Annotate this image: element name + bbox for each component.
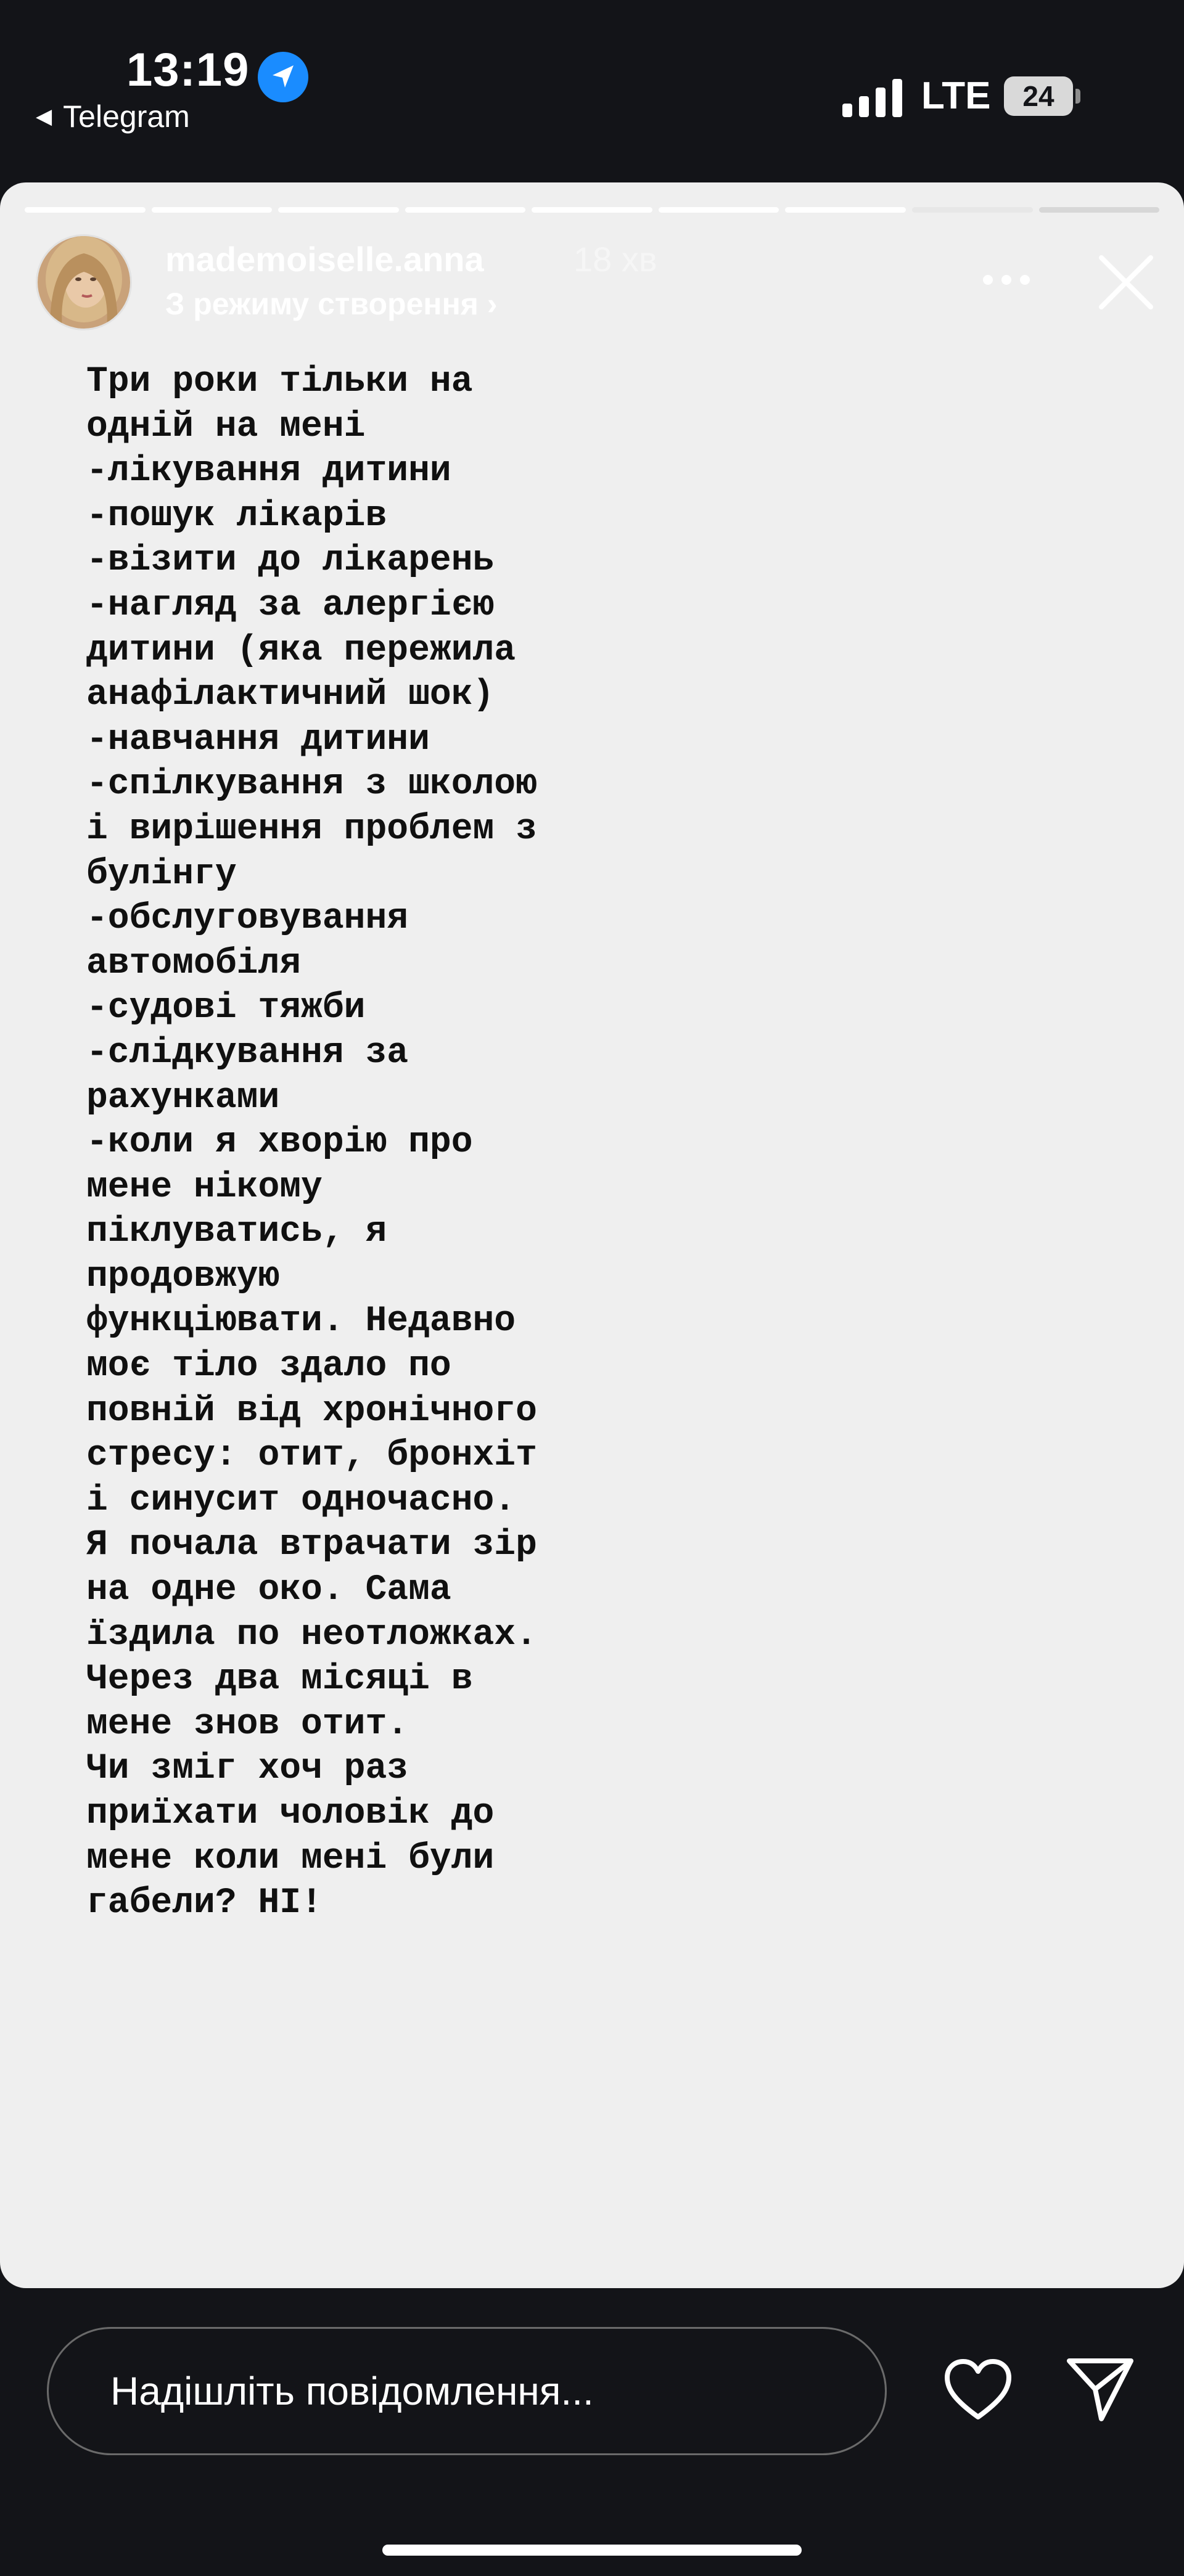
progress-segment [785,207,906,213]
story-username[interactable]: mademoiselle.anna [165,240,484,279]
story-card[interactable] [0,182,1184,2288]
chevron-right-icon: › [487,287,498,321]
progress-segment [912,207,1033,213]
progress-segment [278,207,399,213]
status-bar [0,0,1184,179]
close-icon[interactable] [1095,251,1157,313]
story-text-line: приїхати чоловік до [86,1794,495,1834]
battery-level: 24 [1004,76,1073,116]
story-text-line: дитини (яка пережила [86,630,516,671]
story-mode-label: З режиму створення [165,287,479,321]
story-text-line: стресу: отит, бронхіт [86,1436,537,1476]
story-text-line: -лікування дитини [86,451,451,492]
story-text-line: функціювати. Недавно [86,1301,516,1342]
avatar-image [38,236,130,329]
story-text-line: -обслуговування [86,899,409,939]
story-text-line: одній на мені [86,406,366,447]
story-text-line: габели? НІ! [86,1883,323,1924]
message-placeholder: Надішліть повідомлення... [110,2369,594,2413]
story-text-line: мене нікому [86,1167,323,1208]
story-text-line: їздила по неотложках. [86,1614,537,1655]
story-text-line: рахунками [86,1077,280,1118]
story-text-line: мене знов отит. [86,1704,409,1744]
back-app-label: Telegram [63,99,190,134]
story-text-line: повній від хронічного [86,1391,537,1431]
story-text-line: -візити до лікарень [86,541,495,581]
battery-tip [1075,89,1080,104]
back-to-telegram-link[interactable] [36,99,190,134]
story-text-line: -спілкування з школою [86,764,537,805]
progress-segment [152,207,273,213]
progress-segment [25,207,146,213]
story-text-line: мене коли мені були [86,1838,495,1879]
battery-indicator [1004,76,1079,116]
story-text-line: моє тіло здало по [86,1346,451,1387]
location-arrow-icon [258,52,308,102]
home-indicator[interactable] [382,2545,802,2556]
story-text-line: продовжую [86,1256,280,1297]
story-text-line: Чи зміг хоч раз [86,1749,409,1789]
story-text-line: на одне око. Сама [86,1570,451,1611]
story-text-line: і вирішення проблем з [86,809,537,849]
story-text-line: піклуватись, я [86,1212,387,1253]
story-text-line: -коли я хворію про [86,1122,473,1163]
story-text-line: Через два місяці в [86,1659,473,1700]
heart-icon[interactable] [944,2358,1013,2422]
story-text-line: -нагляд за алергією [86,585,495,626]
story-text-line: -судові тяжби [86,988,366,1029]
story-text-line: -пошук лікарів [86,496,387,536]
cellular-signal-icon [842,79,903,117]
progress-segment [405,207,526,213]
story-mode-link[interactable] [165,286,498,322]
story-text [86,360,1135,1926]
story-time-ago: 18 хв [574,240,657,279]
more-icon[interactable] [982,274,1031,286]
story-text-line: анафілактичний шок) [86,675,495,716]
story-text-line: Три роки тільки на [86,362,473,402]
progress-segment [532,207,652,213]
clock: 13:19 [126,44,250,96]
back-triangle-icon: ◀ [36,105,52,128]
story-text-line: -слідкування за [86,1032,409,1073]
story-text-line: і синусит одночасно. [86,1480,516,1521]
story-progress-bar [25,207,1159,213]
progress-segment [659,207,779,213]
progress-segment [1039,207,1160,213]
story-text-line: булінгу [86,854,237,894]
story-text-line: автомобіля [86,943,302,984]
send-icon[interactable] [1066,2356,1135,2424]
avatar[interactable] [36,234,132,330]
story-text-line: -навчання дитини [86,719,430,760]
network-type: LTE [921,75,991,117]
message-input[interactable] [47,2327,887,2455]
story-text-line: Я почала втрачати зір [86,1525,537,1566]
